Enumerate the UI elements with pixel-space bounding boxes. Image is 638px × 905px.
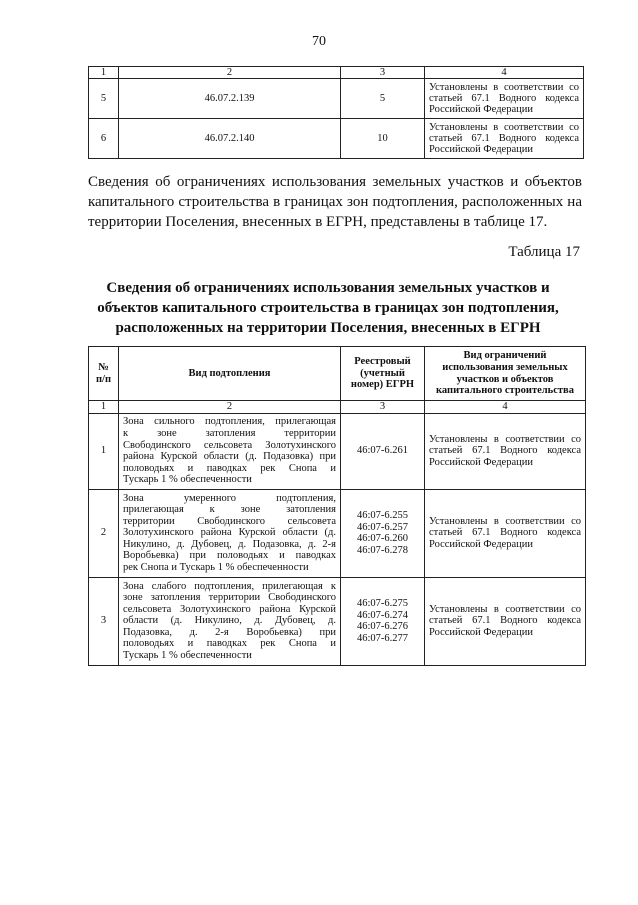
zone-line: Никулино, д. Дубовец, д. Подазовка, д. 2-я (123, 538, 336, 550)
registry-number: 46:07-6.275 (356, 597, 409, 609)
registry-number: 46:07-6.257 (356, 521, 409, 533)
restriction-line: Установлены в соответствии со (429, 433, 581, 445)
flood-zones-table (88, 346, 586, 666)
table-row (89, 577, 586, 665)
table-title-line: Сведения об ограничениях использования земельных участков и (106, 280, 550, 296)
zone-line: Свободинского сельсовета Золотухинского (123, 439, 336, 451)
zone-line: Зона сильного подтопления, прилегающая (123, 416, 336, 428)
zone-line: Подазовка, д. 2-я Воробьевка) при (123, 626, 336, 638)
table-header-row (89, 347, 586, 401)
registry-number: 46:07-6.261 (356, 445, 409, 457)
restriction-line: Российской Федерации (429, 456, 533, 468)
zone-value: 5 (341, 79, 425, 119)
col-numbers-row (89, 401, 586, 414)
table-label: Таблица 17 (508, 244, 580, 260)
zone-line: Зона слабого подтопления, прилегающая к (123, 580, 336, 592)
col-number-cell: 1 (89, 401, 119, 414)
zone-line: Золотухинского района Курской области (д. (123, 527, 336, 539)
registry-numbers (341, 489, 425, 577)
zone-line: сельсовета Золотухинского района Курской (123, 603, 336, 615)
zone-line: зоне затопления территории Свободинского (123, 592, 336, 604)
header-num: № п/п (89, 347, 119, 401)
registry-number: 46:07-6.260 (356, 533, 409, 545)
col-number-cell: 4 (425, 67, 584, 79)
table-title-line: объектов капитального строительства в границах зон подтопления, (97, 300, 559, 316)
restriction-line: Российской Федерации (429, 626, 533, 638)
zone-line: Воробьевка) при половодьях и паводках (123, 550, 336, 562)
restriction-cell (425, 79, 584, 119)
table-title-line: расположенных на территории Поселения, внесенных в ЕГРН (115, 320, 541, 336)
table-row (89, 119, 584, 159)
zone-code: 46.07.2.140 (119, 119, 341, 159)
restriction-line: Установлены в соответствии со (429, 603, 581, 615)
restriction-line: статьей 67.1 Водного кодекса (429, 445, 581, 457)
table-header-row (89, 67, 584, 79)
registry-number: 46:07-6.274 (356, 609, 409, 621)
col-number-cell: 2 (119, 401, 341, 414)
zone-line: территории Свободинского сельсовета (123, 515, 336, 527)
zone-description (119, 413, 341, 489)
continued-table (88, 66, 584, 159)
header-restriction: Вид ограничений использования земельных участков и объектов капитального строительства (425, 347, 586, 401)
registry-number: 46:07-6.278 (356, 544, 409, 556)
restriction-cell (425, 489, 586, 577)
zone-description (119, 489, 341, 577)
col-number-cell: 3 (341, 401, 425, 414)
restriction-line: статьей 67.1 Водного кодекса (429, 93, 579, 104)
table-row (89, 79, 584, 119)
zone-value: 10 (341, 119, 425, 159)
row-number: 6 (89, 119, 119, 159)
restriction-line: статьей 67.1 Водного кодекса (429, 615, 581, 627)
zone-line: района Курской области (д. Подазовка) при (123, 451, 336, 463)
restriction-line: Установлены в соответствии со (429, 515, 581, 527)
page-number: 70 (312, 34, 326, 49)
restriction-line: статьей 67.1 Водного кодекса (429, 527, 581, 539)
restriction-cell (425, 413, 586, 489)
registry-numbers (341, 413, 425, 489)
restriction-line: Российской Федерации (429, 144, 533, 155)
zone-line: Тускарь 1 % обеспеченности (123, 474, 252, 486)
table-row (89, 413, 586, 489)
row-number: 1 (89, 413, 119, 489)
body-paragraph: Сведения об ограничениях использования земельных участков и объектов капитального строительства в границах зон подтопления, расположенных на территории Поселения, внесенных в ЕГРН, представлены в таблице 17. (88, 174, 582, 230)
registry-number: 46:07-6.277 (356, 632, 409, 644)
zone-line: половодьях и паводках рек Снопа и (123, 462, 336, 474)
zone-line: рек Снопа и Тускарь 1 % обеспеченности (123, 562, 309, 574)
table-row (89, 489, 586, 577)
zone-line: к зоне затопления территории (123, 427, 336, 439)
restriction-line: Российской Федерации (429, 538, 533, 550)
registry-number: 46:07-6.276 (356, 621, 409, 633)
zone-line: половодьях и паводках рек Снопа и (123, 638, 336, 650)
restriction-line: Установлены в соответствии со (429, 82, 579, 93)
col-number-cell: 1 (89, 67, 119, 79)
zone-line: Зона умеренного подтопления, (123, 492, 336, 504)
row-number: 5 (89, 79, 119, 119)
registry-number: 46:07-6.255 (356, 509, 409, 521)
header-registry: Реестровый (учетный номер) ЕГРН (341, 347, 425, 401)
restriction-line: статьей 67.1 Водного кодекса (429, 133, 579, 144)
restriction-line: Российской Федерации (429, 104, 533, 115)
restriction-line: Установлены в соответствии со (429, 122, 579, 133)
zone-code: 46.07.2.139 (119, 79, 341, 119)
zone-line: Тускарь 1 % обеспеченности (123, 650, 252, 662)
zone-line: области (д. Никулино, д. Дубовец, д. (123, 615, 336, 627)
header-type: Вид подтопления (119, 347, 341, 401)
col-number-cell: 4 (425, 401, 586, 414)
col-number-cell: 3 (341, 67, 425, 79)
zone-line: прилегающая к зоне затопления (123, 504, 336, 516)
row-number: 2 (89, 489, 119, 577)
col-number-cell: 2 (119, 67, 341, 79)
zone-description (119, 577, 341, 665)
registry-numbers (341, 577, 425, 665)
table-title (78, 278, 578, 338)
row-number: 3 (89, 577, 119, 665)
restriction-cell (425, 577, 586, 665)
restriction-cell (425, 119, 584, 159)
